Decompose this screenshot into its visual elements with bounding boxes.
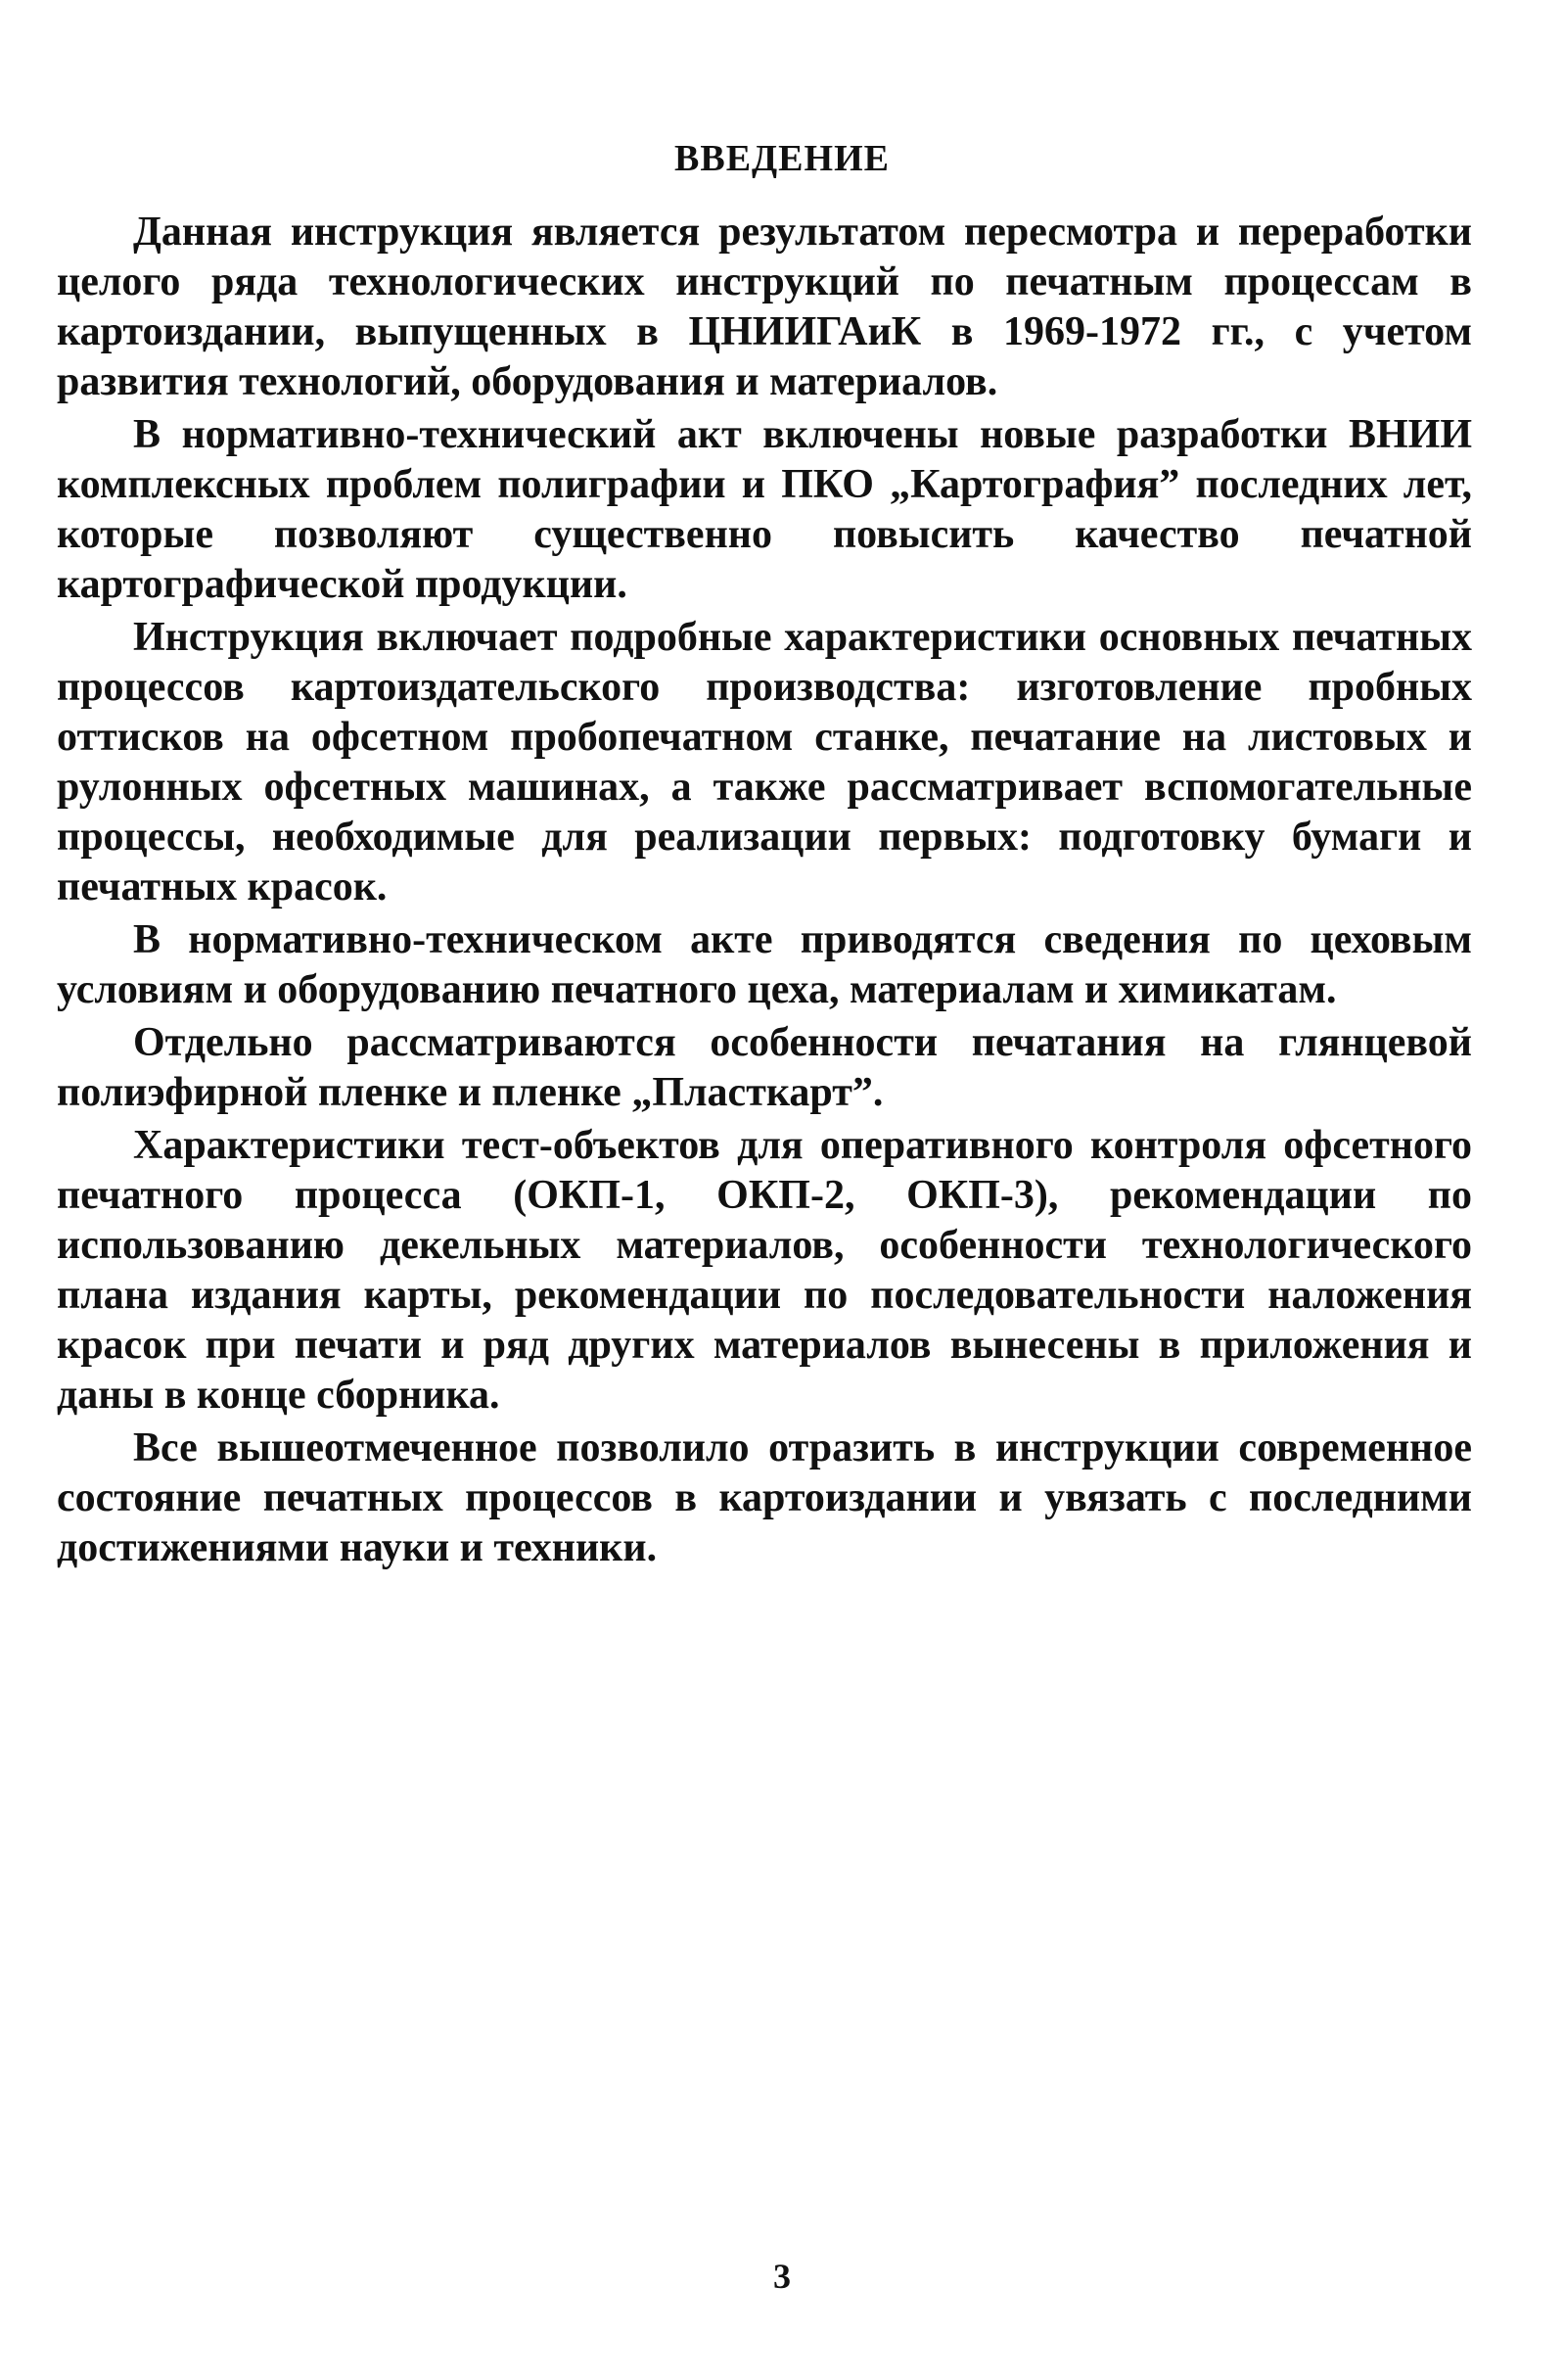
body-text <box>57 208 1472 1576</box>
paragraph: Инструкция включает подробные характеристики основных печатных процессов картоиздательского производства: изготовление пробных оттисков на офсетном пробопечатном станке, печатание на листовых и рулонных офсетных машинах, а также рассматривает вспомогательные процессы, необходимые для реализации первых: подготовку бумаги и печатных красок. <box>57 615 1472 910</box>
page-number: 3 <box>773 2257 791 2296</box>
paragraph: Отдельно рассматриваются особенности печатания на глянцевой полиэфирной пленке и пленке „Пласткарт”. <box>57 1020 1472 1115</box>
section-title: ВВЕДЕНИЕ <box>674 138 890 179</box>
paragraph: Данная инструкция является результатом пересмотра и переработки целого ряда технологических инструкций по печатным процессам в картоиздании, выпущенных в ЦНИИГАиК в 1969-1972 гг., с учетом развития технологий, оборудования и материалов. <box>57 210 1472 404</box>
paragraph: Все вышеотмеченное позволило отразить в инструкции современное состояние печатных процессов в картоиздании и увязать с последними достижениями науки и техники. <box>57 1425 1472 1570</box>
paragraph: Характеристики тест-объектов для оперативного контроля офсетного печатного процесса (ОКП-1, ОКП-2, ОКП-3), рекомендации по использованию декельных материалов, особенности технологического плана издания карты, рекомендации по последовательности наложения красок при печати и ряд других материалов вынесены в приложения и даны в конце сборника. <box>57 1123 1472 1418</box>
paragraph: В нормативно-технический акт включены новые разработки ВНИИ комплексных проблем полиграфии и ПКО „Картография” последних лет, которые позволяют существенно повысить качество печатной картографической продукции. <box>57 412 1472 607</box>
paragraph: В нормативно-техническом акте приводятся сведения по цеховым условиям и оборудованию печатного цеха, материалам и химикатам. <box>57 917 1472 1012</box>
